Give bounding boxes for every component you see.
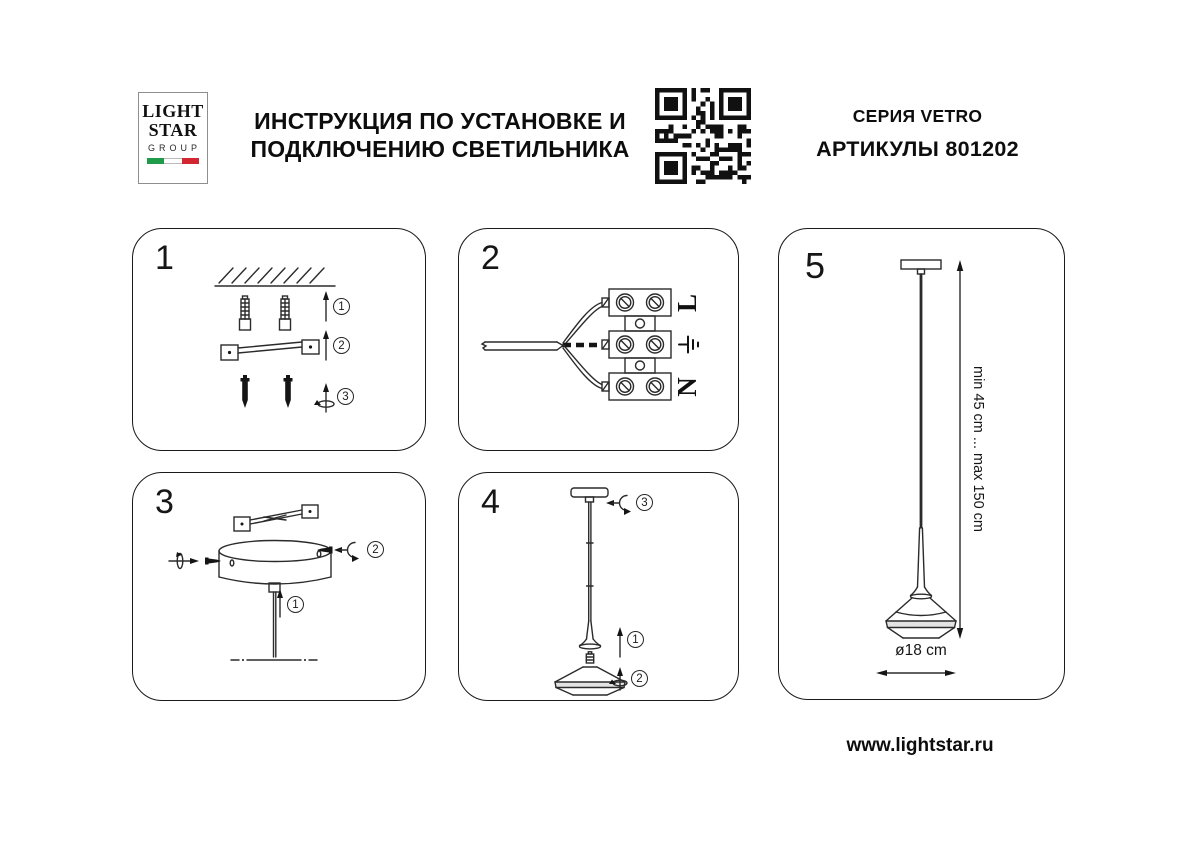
screw-rotation-icon [314,383,334,412]
qr-code-icon [655,88,751,184]
pendant-rod-icon [580,502,601,649]
bulb-icon [586,652,593,663]
rotation-arrow-icon [606,496,631,516]
article-label: АРТИКУЛЫ 801202 [816,137,1019,161]
diameter-label: ø18 cm [895,642,947,659]
logo-word-star: STAR [148,120,198,140]
wiring-drawing [459,229,740,452]
mounting-bracket-icon [221,340,319,360]
terminal-screw-icon [617,294,664,395]
ceiling-hatch-icon [215,268,335,286]
suspension-cord-icon [920,274,921,528]
mounting-hardware-drawing [133,229,427,452]
panel-4-number: 4 [481,483,500,521]
step-circle-2: 2 [631,670,648,687]
lamp-shade-icon [886,598,956,638]
panel-step-1 [132,228,426,451]
series-label: СЕРИЯ VETRO [852,106,983,126]
logo-word-light: LIGHT [142,101,204,121]
screw-icon [317,547,333,554]
up-arrow-icon [323,291,329,321]
step-circle-1: 1 [287,596,304,613]
panel-step-5 [778,228,1065,700]
up-arrow-icon [617,627,623,657]
step-circle-2: 2 [367,541,384,558]
canopy-icon [571,488,608,502]
panel-step-2 [458,228,739,451]
panel-1-number: 1 [155,239,174,277]
pendant-assembly-drawing [459,473,740,702]
mounting-bracket-icon [234,505,318,531]
canopy-mounting-drawing [133,473,427,702]
terminal-block-icon [602,289,671,400]
pendant-lamp-drawing [779,229,1066,701]
up-arrow-icon [323,330,329,360]
screw-rotation-icon [169,552,199,569]
rotation-arrow-icon [334,543,359,563]
canopy-icon [219,541,331,593]
title-line-1: ИНСТРУКЦИЯ ПО УСТАНОВКЕ И [254,108,626,134]
panel-step-3 [132,472,426,701]
terminal-label-neutral: N [672,377,702,397]
panel-5-number: 5 [805,245,826,286]
pendant-rod-icon [911,528,932,599]
canopy-icon [901,260,941,274]
step-circle-3: 3 [337,388,354,405]
qr-code [655,88,751,184]
suspension-cord-icon [231,592,317,661]
screw-icon [241,375,250,408]
step-circle-3: 3 [636,494,653,511]
step-circle-1: 1 [627,631,644,648]
website-url: www.lightstar.ru [846,735,994,756]
title-line-2: ПОДКЛЮЧЕНИЮ СВЕТИЛЬНИКА [250,136,630,162]
panel-2-number: 2 [481,239,500,277]
up-arrow-icon [277,589,283,617]
step-circle-2: 2 [333,337,350,354]
terminal-label-line: L [672,294,702,313]
cable-icon [482,303,602,389]
height-dimension-line [957,260,963,639]
product-info [805,106,1030,162]
ground-icon [679,337,698,353]
step-circle-1: 1 [333,298,350,315]
height-range-label: min 45 cm ... max 150 cm [970,366,986,532]
diameter-dimension-line [876,670,956,676]
page-title [240,107,640,163]
logo-word-group: GROUP [147,143,201,153]
lightstar-logo [138,92,208,184]
wall-plug-icon [240,296,251,330]
screw-icon [284,375,293,408]
wall-plug-icon [280,296,291,330]
panel-step-4 [458,472,739,701]
italian-flag-icon [147,158,199,164]
panel-3-number: 3 [155,483,174,521]
